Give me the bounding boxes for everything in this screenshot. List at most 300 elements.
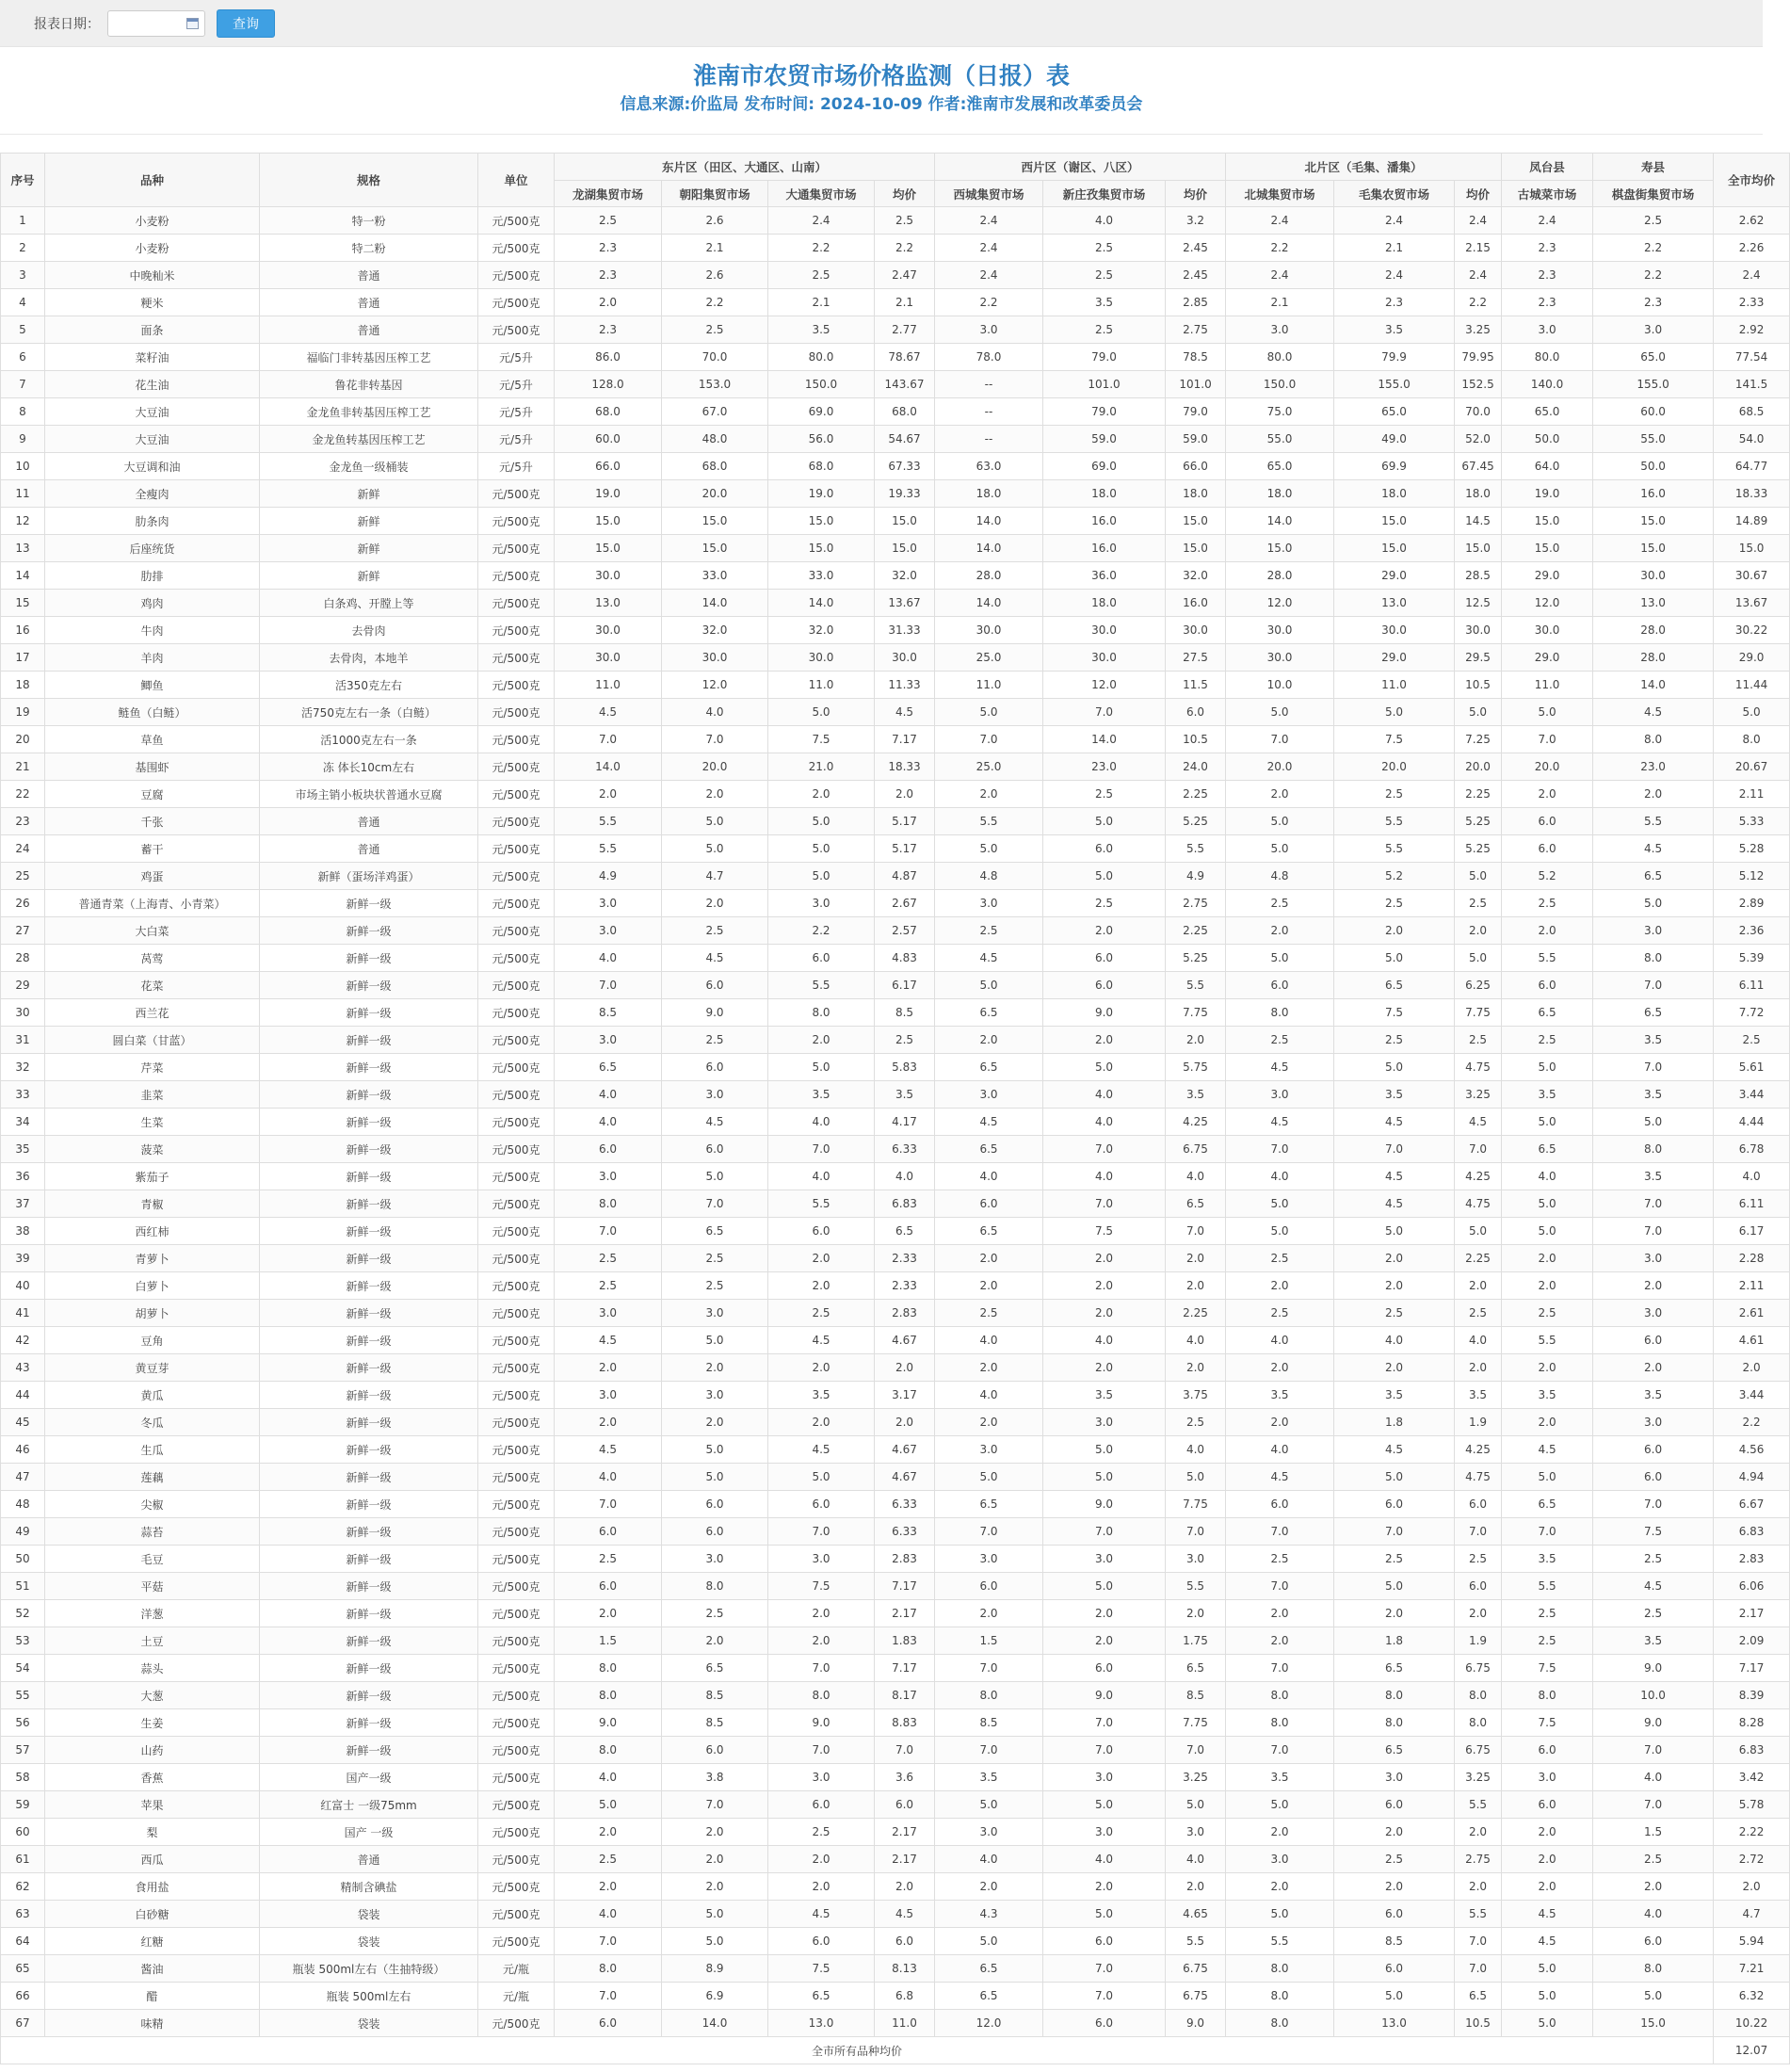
table-cell: 2.4 [935,235,1043,262]
header-market: 毛集农贸市场 [1334,181,1455,207]
table-cell: 6.0 [1334,1901,1455,1928]
table-cell: 2.0 [662,1846,768,1873]
table-cell: 2.2 [768,917,875,945]
calendar-icon[interactable] [186,18,199,29]
table-cell: 2.83 [1714,1546,1790,1573]
table-cell: 8.5 [555,999,662,1027]
table-cell: 20.0 [1455,753,1502,781]
table-cell: 袋装 [260,1901,478,1928]
table-cell: 2.0 [935,1245,1043,1272]
table-cell: 2.0 [768,1027,875,1054]
table-cell: 2.6 [662,207,768,235]
table-cell: 18.0 [1166,480,1226,508]
table-cell: 16.0 [1593,480,1714,508]
table-cell: 30.0 [1502,617,1593,644]
table-cell: 5.0 [1334,1573,1455,1600]
table-cell: 2.0 [1043,1245,1166,1272]
table-cell: 7.0 [768,1737,875,1764]
table-cell: 5.0 [1593,890,1714,917]
table-cell: 6.11 [1714,972,1790,999]
table-cell: 15.0 [1714,535,1790,562]
table-cell: 鲫鱼 [45,672,260,699]
table-row [1,1819,1790,1846]
table-cell: 6.0 [1502,835,1593,863]
table-cell: 韭菜 [45,1081,260,1109]
table-cell: 5.0 [1502,1464,1593,1491]
table-cell: 4.75 [1455,1054,1502,1081]
table-cell: 2.0 [935,1354,1043,1382]
table-cell: 2.5 [1502,1627,1593,1655]
table-cell: 3.0 [662,1300,768,1327]
table-cell: 芹菜 [45,1054,260,1081]
table-cell: 3.5 [1502,1081,1593,1109]
table-cell: 3.44 [1714,1081,1790,1109]
table-cell: 2.0 [1226,781,1334,808]
table-cell: 60.0 [1593,398,1714,426]
table-cell: 2.47 [875,262,935,289]
table-cell: 4.5 [1502,1901,1593,1928]
table-row [1,1436,1790,1464]
table-cell: 4.0 [555,945,662,972]
table-cell: 2.28 [1714,1245,1790,1272]
table-row [1,1354,1790,1382]
table-cell: 10.0 [1226,672,1334,699]
table-cell: 12 [1,508,45,535]
table-cell: 6.5 [935,1136,1043,1163]
table-cell: 2.17 [1714,1600,1790,1627]
table-cell: 3.17 [875,1382,935,1409]
table-row [1,508,1790,535]
table-cell: 2.5 [1593,1546,1714,1573]
table-cell: 2.5 [935,917,1043,945]
table-row [1,1327,1790,1354]
table-cell: 2.2 [768,235,875,262]
table-cell: 14.0 [935,508,1043,535]
table-cell: 3.25 [1455,1081,1502,1109]
table-cell: 15.0 [875,535,935,562]
table-cell: 6.33 [875,1136,935,1163]
table-cell: 23 [1,808,45,835]
table-cell: 2.0 [1226,1627,1334,1655]
table-row [1,1081,1790,1109]
table-cell: 元/500克 [478,262,555,289]
table-cell: 新鲜一级 [260,972,478,999]
table-cell: 4.5 [1334,1436,1455,1464]
table-cell: 59.0 [1166,426,1226,453]
table-cell: 19 [1,699,45,726]
table-cell: 7.0 [662,726,768,753]
table-cell: 14.89 [1714,508,1790,535]
table-cell: 54.0 [1714,426,1790,453]
table-cell: 6.5 [1166,1190,1226,1218]
table-cell: 5.5 [1166,835,1226,863]
table-cell: 3.25 [1455,1764,1502,1791]
table-cell: 15.0 [1502,535,1593,562]
table-row [1,1928,1790,1955]
table-cell: 莴莺 [45,945,260,972]
table-cell: 3.0 [662,1081,768,1109]
table-cell: 2.0 [1593,1354,1714,1382]
table-cell: 4.5 [555,1436,662,1464]
table-cell: 7.0 [1455,1136,1502,1163]
table-row [1,1163,1790,1190]
table-cell: 2.0 [662,1409,768,1436]
table-cell: 3.42 [1714,1764,1790,1791]
table-cell: 5.0 [1455,699,1502,726]
table-cell: 3.5 [1593,1627,1714,1655]
table-cell: 12.0 [662,672,768,699]
table-cell: 6.5 [875,1218,935,1245]
table-cell: 6.5 [555,1054,662,1081]
table-cell: 2.62 [1714,207,1790,235]
table-cell: 4.7 [662,863,768,890]
table-cell: 元/500克 [478,316,555,344]
table-cell: 32 [1,1054,45,1081]
table-cell: 16.0 [1043,535,1166,562]
table-cell: 新鲜一级 [260,1272,478,1300]
table-cell: 8.0 [1226,2010,1334,2037]
table-cell: 77.54 [1714,344,1790,371]
table-cell: 6.0 [662,1491,768,1518]
table-cell: 6.33 [875,1518,935,1546]
table-cell: 花生油 [45,371,260,398]
header-market-avg: 均价 [875,181,935,207]
table-cell: 2.0 [662,1873,768,1901]
table-cell: 28 [1,945,45,972]
table-cell: 48 [1,1491,45,1518]
table-cell: 11.0 [555,672,662,699]
table-cell: 4.75 [1455,1464,1502,1491]
table-cell: 56.0 [768,426,875,453]
table-cell: 15.0 [662,508,768,535]
table-cell: 5.25 [1166,808,1226,835]
table-cell: 86.0 [555,344,662,371]
table-cell: 白条鸡、开膛上等 [260,590,478,617]
table-cell: 2.0 [1226,1873,1334,1901]
table-row [1,1627,1790,1655]
table-cell: 79.0 [1166,398,1226,426]
table-cell: 64.77 [1714,453,1790,480]
table-cell: 24 [1,835,45,863]
table-cell: 5.0 [935,835,1043,863]
table-cell: 4.0 [768,1109,875,1136]
table-cell: 2.5 [1502,1027,1593,1054]
table-cell: 2.4 [935,207,1043,235]
table-cell: 青萝卜 [45,1245,260,1272]
table-cell: 2.2 [1593,262,1714,289]
table-cell: 7.0 [1043,1983,1166,2010]
table-cell: 元/500克 [478,1655,555,1682]
table-cell: 福临门非转基因压榨工艺 [260,344,478,371]
table-cell: 4.44 [1714,1109,1790,1136]
table-cell: 53 [1,1627,45,1655]
table-cell: 2.26 [1714,235,1790,262]
table-cell: 4.0 [1502,1163,1593,1190]
table-cell: 4.0 [555,1764,662,1791]
table-cell: 2.5 [1455,890,1502,917]
table-cell: 5.0 [1043,1573,1166,1600]
table-cell: 5.0 [1043,1436,1166,1464]
table-cell: 67.0 [662,398,768,426]
report-date-input[interactable] [112,12,187,37]
table-cell: 4.5 [1226,1464,1334,1491]
table-cell: 普通青菜（上海青、小青菜） [45,890,260,917]
table-cell: 150.0 [768,371,875,398]
table-cell: 140.0 [1502,371,1593,398]
table-cell: 新鲜一级 [260,1573,478,1600]
table-cell: 生瓜 [45,1436,260,1464]
table-cell: 活1000克左右一条 [260,726,478,753]
table-cell: 2.0 [935,1409,1043,1436]
table-cell: 18.33 [1714,480,1790,508]
table-cell: 2.5 [1593,1600,1714,1627]
table-cell: 5.78 [1714,1791,1790,1819]
table-cell: 2.0 [662,781,768,808]
table-cell: 4.9 [1166,863,1226,890]
table-cell: 普通 [260,835,478,863]
table-cell: 11.0 [875,2010,935,2037]
table-cell: 元/500克 [478,999,555,1027]
table-cell: 元/500克 [478,1054,555,1081]
header-divider [0,134,1763,135]
table-row [1,316,1790,344]
table-cell: 6.0 [768,1928,875,1955]
table-cell: 7.0 [555,1491,662,1518]
table-cell: 6.0 [1226,972,1334,999]
table-cell: 2.0 [875,1354,935,1382]
table-cell: 1.75 [1166,1627,1226,1655]
table-cell: 精制含碘盐 [260,1873,478,1901]
table-cell: 元/5升 [478,398,555,426]
table-cell: 59 [1,1791,45,1819]
table-cell: 4.87 [875,863,935,890]
table-row [1,1518,1790,1546]
table-cell: 4.0 [1226,1436,1334,1464]
table-cell: 31 [1,1027,45,1054]
table-cell: 6.0 [1043,1928,1166,1955]
table-cell: 5.0 [1502,1218,1593,1245]
table-cell: 18.33 [875,753,935,781]
table-cell: 元/500克 [478,562,555,590]
table-cell: 21 [1,753,45,781]
table-cell: 2.0 [768,1245,875,1272]
table-cell: 去骨肉，本地羊 [260,644,478,672]
table-cell: 7.0 [1043,1518,1166,1546]
table-cell: 18.0 [1226,480,1334,508]
table-cell: 2.25 [1166,781,1226,808]
table-cell: 3.0 [1502,316,1593,344]
table-cell: 2.3 [555,262,662,289]
table-row [1,999,1790,1027]
table-cell: 3.5 [768,316,875,344]
table-cell: 1.9 [1455,1627,1502,1655]
table-cell: 青椒 [45,1190,260,1218]
price-table-body [1,207,1790,2037]
table-cell: 肋排 [45,562,260,590]
table-cell: 7.0 [1226,1518,1334,1546]
table-cell: 2.0 [1166,1272,1226,1300]
table-cell: 元/500克 [478,972,555,999]
table-cell: 2.5 [555,1546,662,1573]
table-cell: 2.36 [1714,917,1790,945]
table-cell: 3.0 [935,1436,1043,1464]
table-cell: 6.0 [1593,1327,1714,1354]
table-cell: 4.5 [1502,1436,1593,1464]
table-row [1,890,1790,917]
table-cell: 26 [1,890,45,917]
table-cell: 6.0 [935,1573,1043,1600]
table-cell: 5.0 [662,1464,768,1491]
table-cell: 新鲜一级 [260,1245,478,1272]
table-row [1,207,1790,235]
header-seq: 序号 [1,154,45,207]
table-cell: 5.0 [1334,1218,1455,1245]
table-cell: 1.5 [555,1627,662,1655]
table-cell: 15.0 [1502,508,1593,535]
table-cell: 6.0 [1043,945,1166,972]
table-cell: 8.0 [1226,1682,1334,1709]
table-cell: 7.0 [662,1791,768,1819]
table-cell: 2.11 [1714,781,1790,808]
table-cell: 2.4 [1455,262,1502,289]
table-cell: 10.22 [1714,2010,1790,2037]
table-cell: 6.5 [935,1218,1043,1245]
table-cell: 65.0 [1226,453,1334,480]
table-cell: 6.0 [1334,1791,1455,1819]
table-cell: 3.0 [555,917,662,945]
table-cell: 6.32 [1714,1983,1790,2010]
table-cell: 1.5 [935,1627,1043,1655]
table-cell: 30.0 [875,644,935,672]
table-cell: 6.67 [1714,1491,1790,1518]
table-cell: 7.21 [1714,1955,1790,1983]
table-cell: 30.0 [555,617,662,644]
table-cell: 30.0 [1166,617,1226,644]
table-row [1,1709,1790,1737]
table-cell: 酱油 [45,1955,260,1983]
table-cell: 元/500克 [478,1464,555,1491]
table-cell: 2.5 [1593,1846,1714,1873]
table-cell: 2.0 [1166,1245,1226,1272]
table-cell: 65.0 [1593,344,1714,371]
table-cell: 2.5 [1226,890,1334,917]
table-cell: 5.5 [1455,1791,1502,1819]
table-cell: 5.0 [1043,1464,1166,1491]
table-cell: 4.5 [662,1109,768,1136]
table-row [1,2010,1790,2037]
table-cell: 30.0 [1226,617,1334,644]
table-cell: 3.0 [555,1382,662,1409]
table-cell: 68.0 [875,398,935,426]
table-cell: 3.5 [1226,1764,1334,1791]
table-cell: 3.5 [1043,289,1166,316]
table-cell: 11 [1,480,45,508]
table-cell: 14.0 [1043,726,1166,753]
table-cell: 2.0 [555,1600,662,1627]
table-cell: 7.17 [875,1573,935,1600]
table-cell: 6.0 [662,1737,768,1764]
table-cell: 4.0 [1226,1327,1334,1354]
table-cell: 3.5 [1593,1027,1714,1054]
table-cell: 4.5 [1593,1573,1714,1600]
table-cell: 2.85 [1166,289,1226,316]
table-cell: 新鲜 [260,535,478,562]
table-cell: 4.83 [875,945,935,972]
table-cell: 69.0 [1043,453,1166,480]
table-cell: 2.5 [555,1272,662,1300]
table-cell: 20.0 [1334,753,1455,781]
table-cell: 4.0 [1714,1163,1790,1190]
table-cell: 新鲜一级 [260,1081,478,1109]
table-cell: 元/500克 [478,1409,555,1436]
table-cell: 豆腐 [45,781,260,808]
table-cell: 6.0 [1166,699,1226,726]
table-cell: 3.8 [662,1764,768,1791]
table-cell: 2.0 [662,1627,768,1655]
table-cell: 2.5 [935,1300,1043,1327]
header-item: 品种 [45,154,260,207]
table-cell: 4.5 [875,1901,935,1928]
table-row [1,1655,1790,1682]
table-cell: 3.5 [1593,1163,1714,1190]
query-button[interactable]: 查询 [217,9,275,38]
table-cell: 7.0 [1334,1136,1455,1163]
header-market: 大通集贸市场 [768,181,875,207]
table-cell: 2.5 [1166,1409,1226,1436]
table-cell: 6.0 [1043,972,1166,999]
table-cell: 4.5 [555,1327,662,1354]
table-cell: 75.0 [1226,398,1334,426]
table-cell: 78.5 [1166,344,1226,371]
table-cell: 150.0 [1226,371,1334,398]
table-cell: 菠菜 [45,1136,260,1163]
table-cell: 4.5 [1593,835,1714,863]
header-market: 龙湖集贸市场 [555,181,662,207]
table-row [1,808,1790,835]
table-cell: 5.0 [662,808,768,835]
table-cell: 5.0 [1226,835,1334,863]
table-cell: 128.0 [555,371,662,398]
table-cell: 6.9 [662,1983,768,2010]
table-cell: 2.0 [768,1409,875,1436]
table-cell: 新鲜一级 [260,1109,478,1136]
table-cell: 7.0 [1593,1054,1714,1081]
table-cell: 45 [1,1409,45,1436]
table-cell: 2.2 [1714,1409,1790,1436]
table-cell: 基围虾 [45,753,260,781]
table-cell: 65.0 [1502,398,1593,426]
table-cell: 30.22 [1714,617,1790,644]
table-cell: 鸡肉 [45,590,260,617]
table-cell: 8.0 [935,1682,1043,1709]
table-cell: 7.0 [1593,1491,1714,1518]
table-cell: 3.0 [1593,917,1714,945]
table-cell: 30 [1,999,45,1027]
table-cell: 3.5 [1226,1382,1334,1409]
table-cell: 2.0 [1593,1272,1714,1300]
table-cell: 4.5 [935,1109,1043,1136]
table-cell: 新鲜一级 [260,1354,478,1382]
table-cell: 23.0 [1043,753,1166,781]
table-cell: 2.1 [1334,235,1455,262]
table-cell: 5.0 [1502,1190,1593,1218]
table-cell: 新鲜 [260,480,478,508]
table-cell: 4.5 [1593,699,1714,726]
report-date-picker[interactable] [107,10,205,37]
table-cell: 67 [1,2010,45,2037]
table-cell: 7.0 [662,1190,768,1218]
table-cell: 4.0 [1593,1764,1714,1791]
